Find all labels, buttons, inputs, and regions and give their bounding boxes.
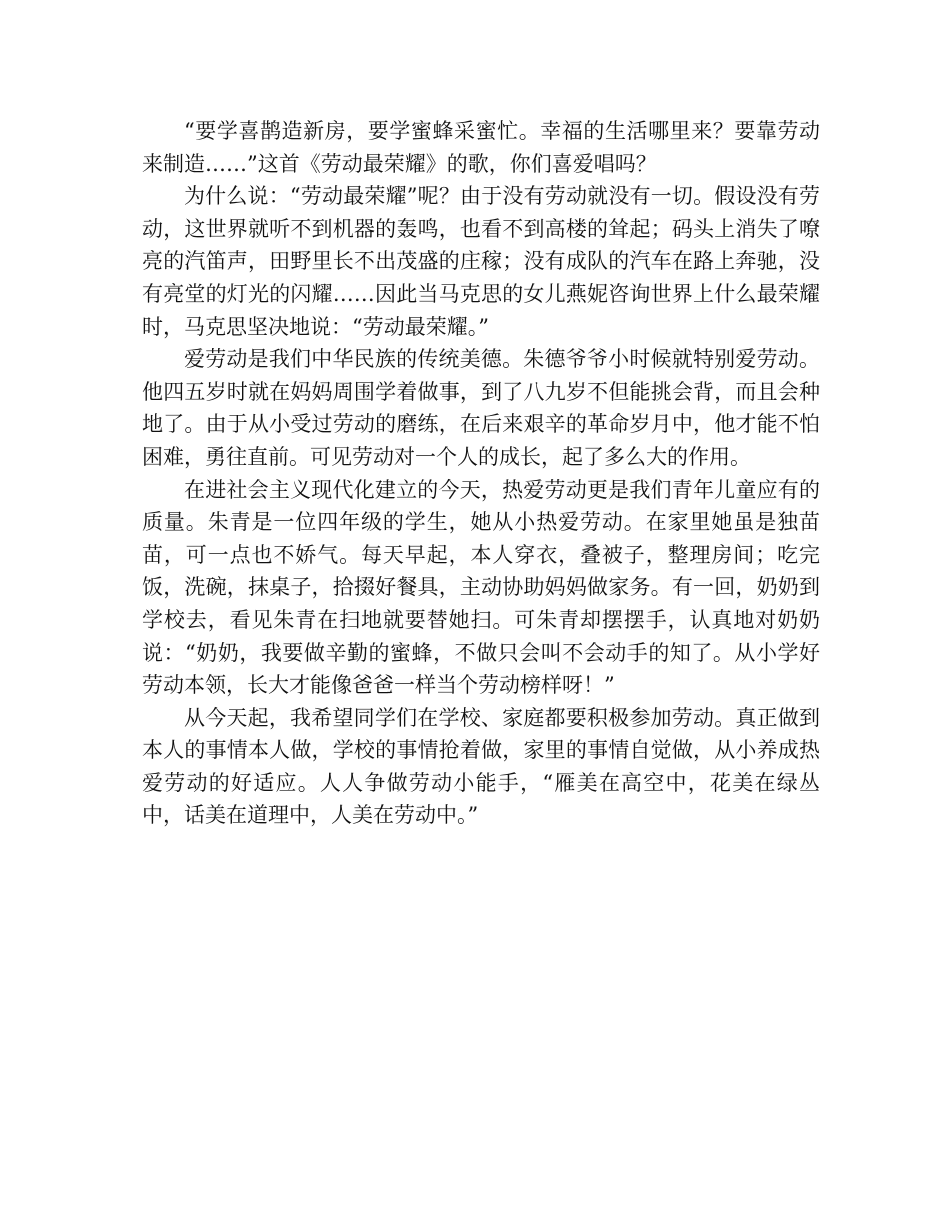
essay-body <box>142 115 820 832</box>
paragraph-3: 爱劳动是我们中华民族的传统美德。朱德爷爷小时候就特别爱劳动。他四五岁时就在妈妈周围学着做事，到了八九岁不但能挑会背，而且会种地了。由于从小受过劳动的磨练，在后来艰辛的革命岁月中，他才能不怕困难，勇往直前。可见劳动对一个人的成长，起了多么大的作用。 <box>142 347 820 469</box>
paragraph-2: 为什么说：“劳动最荣耀”呢？由于没有劳动就没有一切。假设没有劳动，这世界就听不到机器的轰鸣，也看不到高楼的耸起；码头上消失了嘹亮的汽笛声，田野里长不出茂盛的庄稼；没有成队的汽车在路上奔驰，没有亮堂的灯光的闪耀……因此当马克思的女儿燕妮咨询世界上什么最荣耀时，马克思坚决地说：“劳动最荣耀。” <box>142 184 820 339</box>
paragraph-1: “要学喜鹊造新房，要学蜜蜂采蜜忙。幸福的生活哪里来？要靠劳动来制造……”这首《劳动最荣耀》的歌，你们喜爱唱吗？ <box>142 119 820 176</box>
paragraph-4: 在进社会主义现代化建立的今天，热爱劳动更是我们青年儿童应有的质量。朱青是一位四年级的学生，她从小热爱劳动。在家里她虽是独苗苗，可一点也不娇气。每天早起，本人穿衣，叠被子，整理房间；吃完饭，洗碗，抹桌子，拾掇好餐具，主动协助妈妈做家务。有一回，奶奶到学校去，看见朱青在扫地就要替她扫。可朱青却摆摆手，认真地对奶奶说：“奶奶，我要做辛勤的蜜蜂，不做只会叫不会动手的知了。从小学好劳动本领，长大才能像爸爸一样当个劳动榜样呀！” <box>142 477 820 698</box>
paragraph-5: 从今天起，我希望同学们在学校、家庭都要积极参加劳动。真正做到本人的事情本人做，学校的事情抢着做，家里的事情自觉做，从小养成热爱劳动的好适应。人人争做劳动小能手，“雁美在高空中，花美在绿丛中，话美在道理中，人美在劳动中。” <box>142 705 820 828</box>
